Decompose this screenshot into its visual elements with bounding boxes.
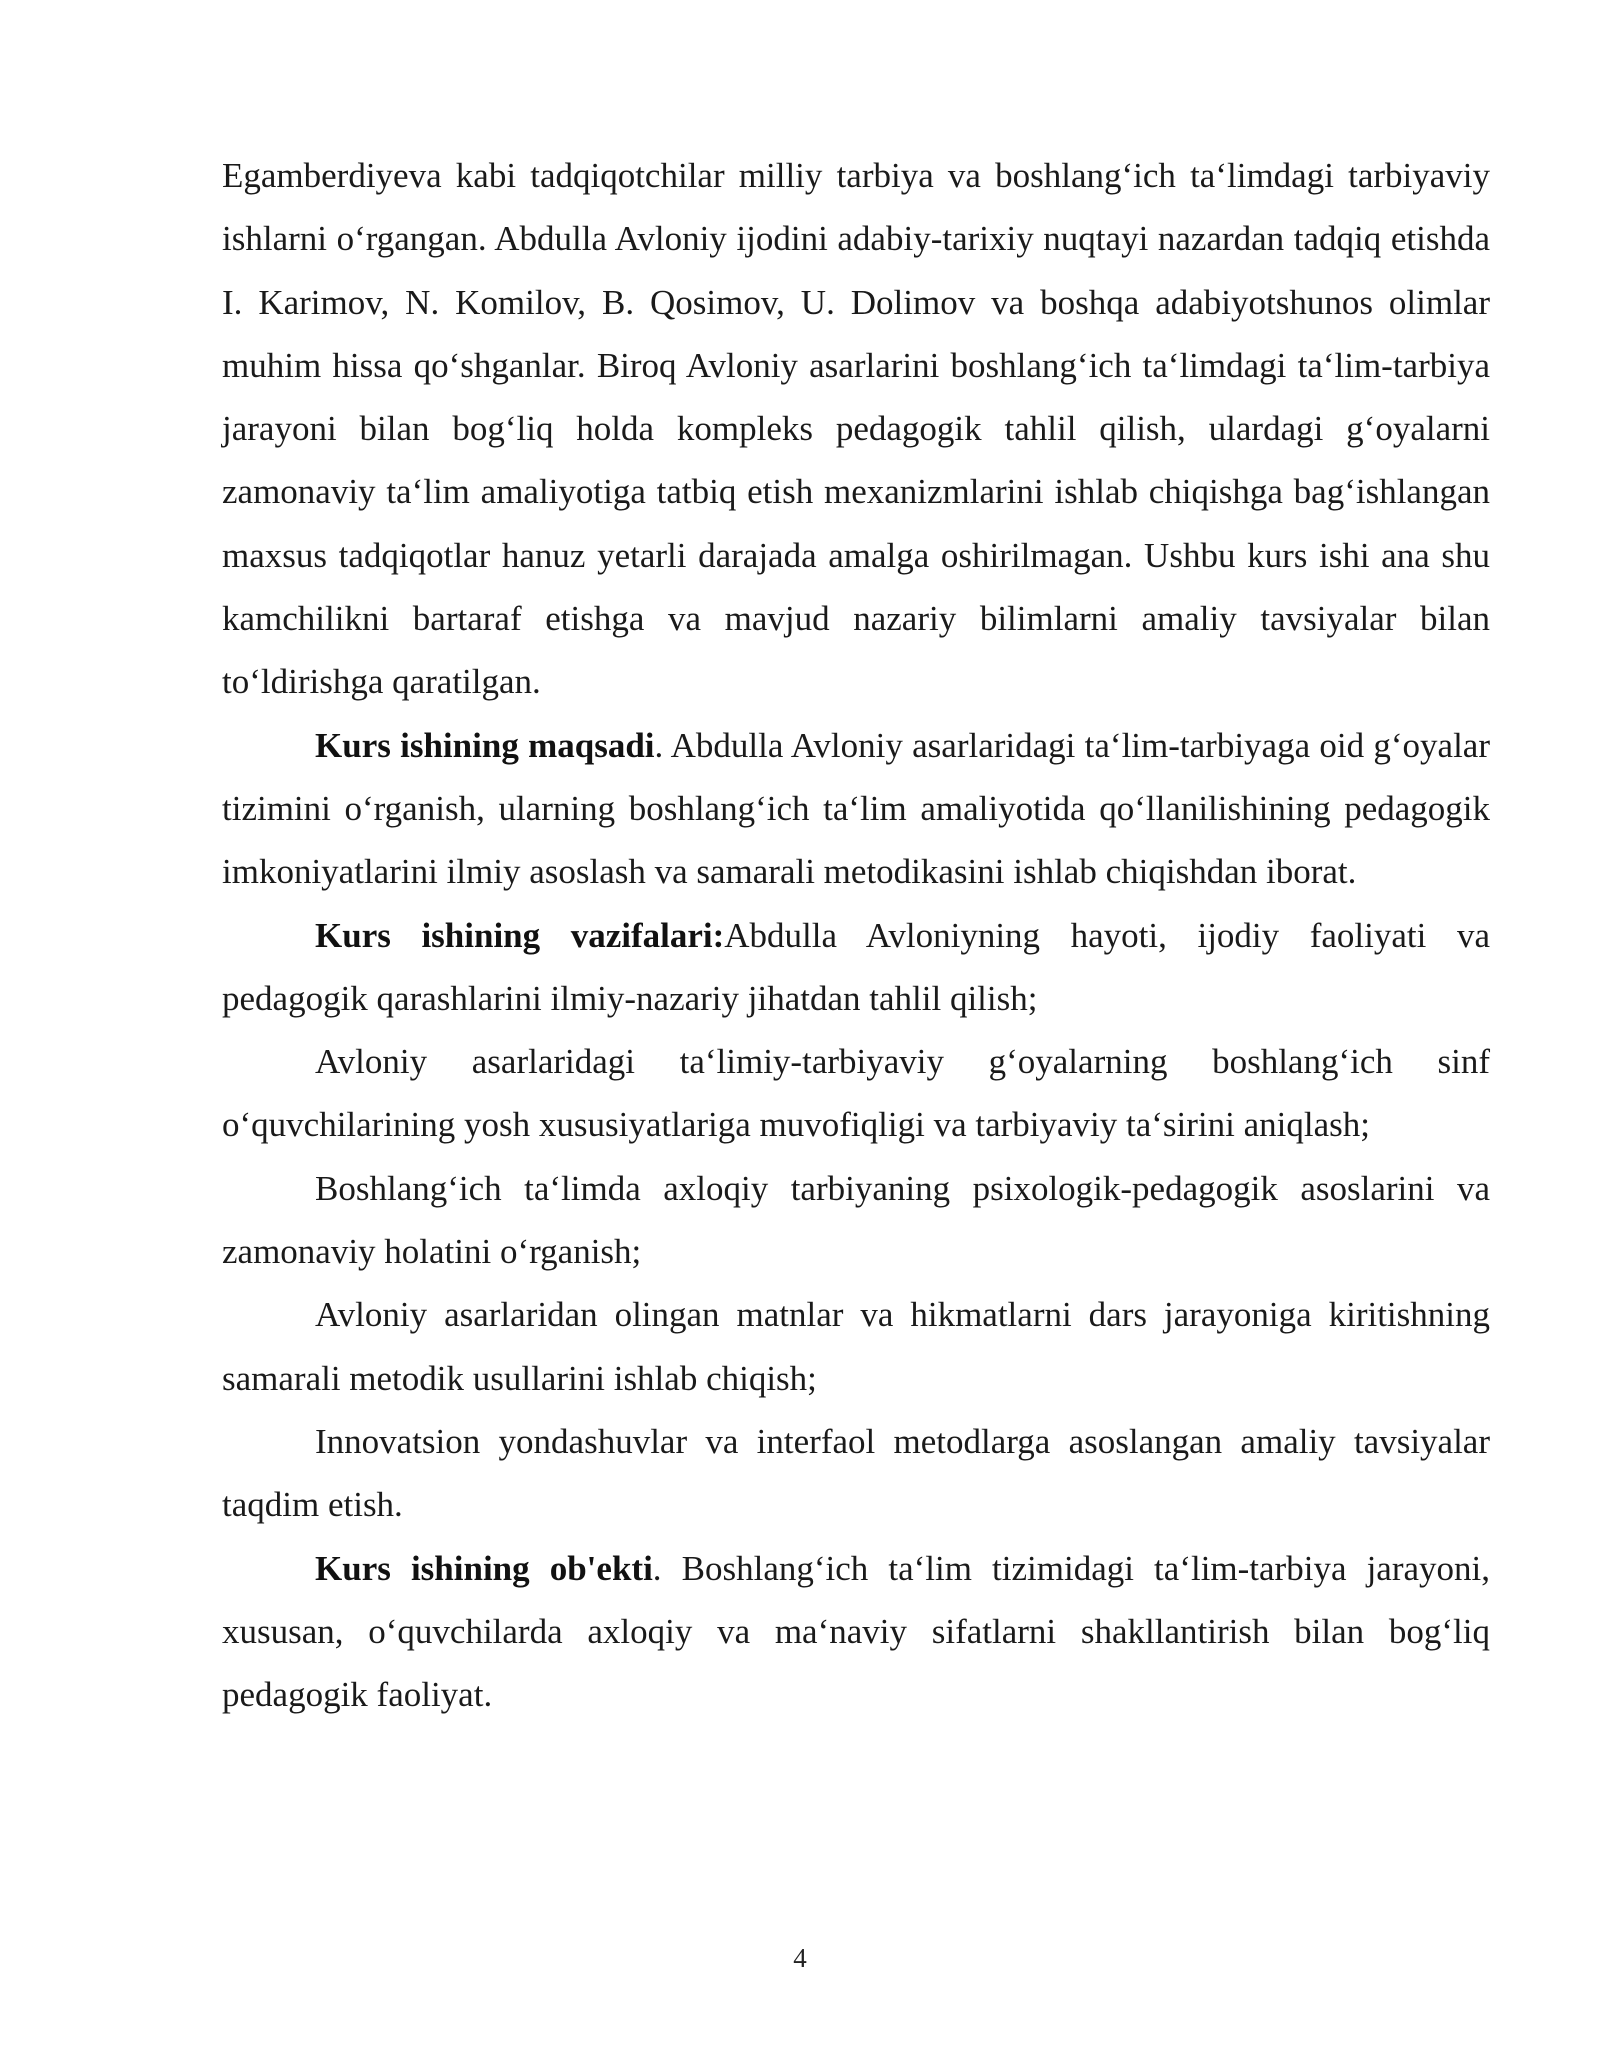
paragraph-course-object	[222, 1537, 1490, 1727]
paragraph-task-item	[222, 1157, 1490, 1284]
paragraph-heading-tasks: Kurs ishining vazifalari:	[315, 915, 725, 955]
document-body	[222, 144, 1490, 1726]
page-number: 4	[793, 1943, 807, 1973]
paragraph-course-tasks	[222, 904, 1490, 1031]
paragraph-research-review	[222, 144, 1490, 714]
paragraph-text: Egamberdiyeva kabi tadqiqotchilar milliy tarbiya va boshlang‘ich ta‘limdagi tarbiyaviy ishlarni o‘rgangan. Abdulla Avloniy ijodini adabiy-tarixiy nuqtayi nazardan tadqiq etishda I. Karimov, N. Komilov, B. Qosimov, U. Dolimov va boshqa adabiyotshunos olimlar muhim hissa qo‘shganlar. Biroq Avloniy asarlarini boshlang‘ich ta‘limdagi ta‘lim-tarbiya jarayoni bilan bog‘liq holda kompleks pedagogik tahlil qilish, ulardagi g‘oyalarni zamonaviy ta‘lim amaliyotiga tatbiq etish mexanizmlarini ishlab chiqishga bag‘ishlangan maxsus tadqiqotlar hanuz yetarli darajada amalga oshirilmagan. Ushbu kurs ishi ana shu kamchilikni bartaraf etishga va mavjud nazariy bilimlarni amaliy tavsiyalar bilan to‘ldirishga qaratilgan.	[222, 156, 1490, 702]
paragraph-task-item	[222, 1283, 1490, 1410]
paragraph-task-item	[222, 1410, 1490, 1537]
paragraph-text: . Boshlang‘ich ta‘lim tizimidagi ta‘lim-tarbiya jarayoni, xususan, o‘quvchilarda axloqiy va ma‘naviy sifatlarni shakllantirish bilan bog‘liq pedagogik faoliyat.	[222, 1548, 1490, 1715]
paragraph-text: Avloniy asarlaridagi ta‘limiy-tarbiyaviy g‘oyalarning boshlang‘ich sinf o‘quvchilarining yosh xususiyatlariga muvofiqligi va tarbiyaviy ta‘sirini aniqlash;	[222, 1042, 1490, 1145]
paragraph-text: Innovatsion yondashuvlar va interfaol metodlarga asoslangan amaliy tavsiyalar taqdim etish.	[222, 1421, 1490, 1525]
paragraph-course-goal	[222, 714, 1490, 904]
paragraph-text: . Abdulla Avloniy asarlaridagi ta‘lim-tarbiyaga oid g‘oyalar tizimini o‘rganish, ularning boshlang‘ich ta‘lim amaliyotida qo‘llanilishining pedagogik imkoniyatlarini ilmiy asoslash va samarali metodikasini ishlab chiqishdan iborat.	[222, 725, 1490, 892]
paragraph-text: Avloniy asarlaridan olingan matnlar va hikmatlarni dars jarayoniga kiritishning samarali metodik usullarini ishlab chiqish;	[222, 1295, 1490, 1398]
paragraph-task-item	[222, 1030, 1490, 1157]
paragraph-heading-goal: Kurs ishining maqsadi	[315, 725, 655, 765]
paragraph-heading-object: Kurs ishining ob'ekti	[315, 1548, 653, 1588]
paragraph-text: Abdulla Avloniyning hayoti, ijodiy faoliyati va pedagogik qarashlarini ilmiy-nazariy jihatdan tahlil qilish;	[222, 915, 1490, 1018]
paragraph-text: Boshlang‘ich ta‘limda axloqiy tarbiyaning psixologik-pedagogik asoslarini va zamonaviy holatini o‘rganish;	[222, 1168, 1490, 1272]
